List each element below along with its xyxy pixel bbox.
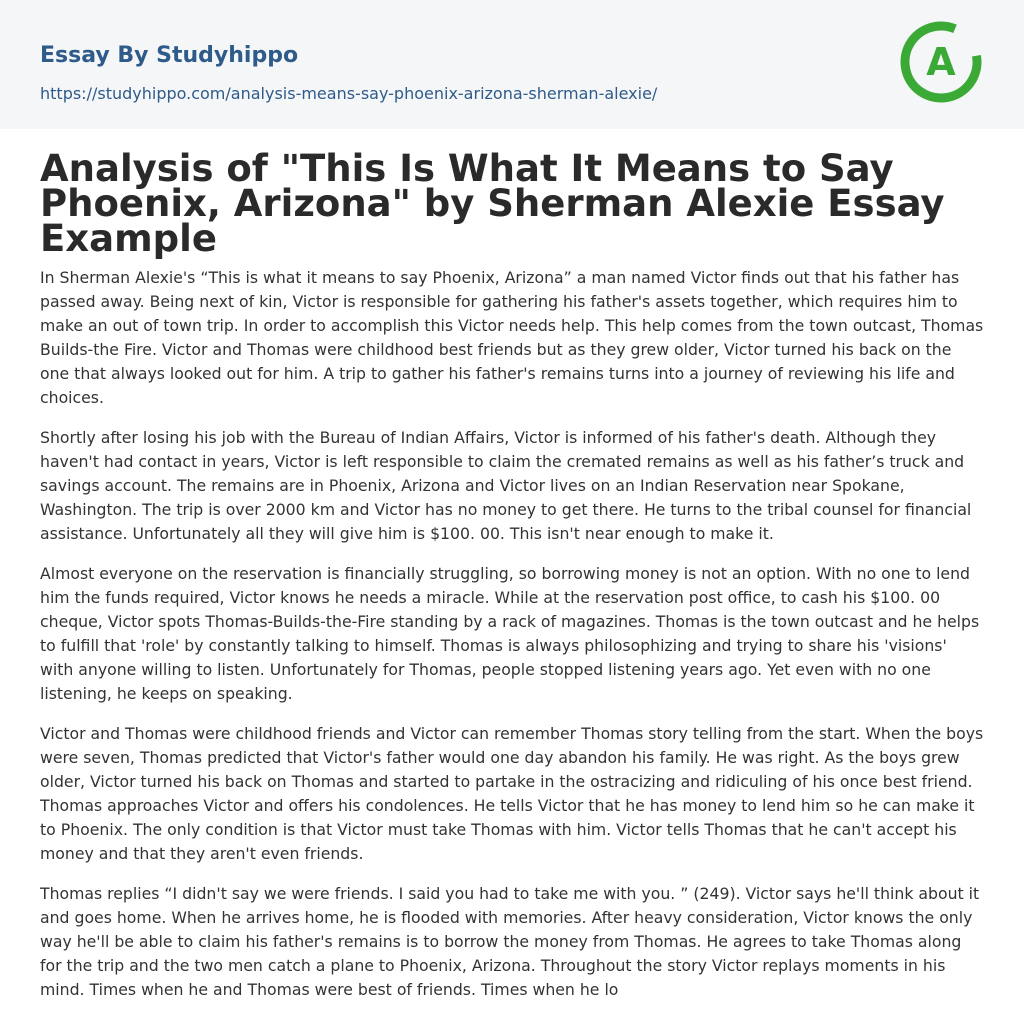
brand-title[interactable]: Essay By Studyhippo [40,43,299,68]
paragraph: Thomas replies “I didn't say we were friends. I said you had to take me with you. ” (249). Victor says he'll think about it and goes home. When he arrives home, he is flooded with memories. After heavy consideration, Victor knows the only way he'll be able to claim his father's remains is to borrow the money from Thomas. He agrees to take Thomas along for the trip and the two men catch a plane to Phoenix, Arizona. Throughout the story Victor replays moments in his mind. Times when he and Thomas were best of friends. Times when he lo [40,884,980,999]
paragraph: Victor and Thomas were childhood friends and Victor can remember Thomas story telling from the start. When the boys were seven, Thomas predicted that Victor's father would one day abandon his family. He was right. As the boys grew older, Victor turned his back on Thomas and started to partake in the ostracizing and ridiculing of his once best friend. Thomas approaches Victor and offers his condolences. He tells Victor that he has money to lend him so he can make it to Phoenix. The only condition is that Victor must take Thomas with him. Victor tells Thomas that he can't accept his money and that they aren't even friends. [40,724,984,863]
logo-letter: A [926,40,956,84]
paragraph: Shortly after losing his job with the Bureau of Indian Affairs, Victor is informed of his father's death. Although they haven't had contact in years, Victor is left responsible to claim the cremated remains as well as his father’s truck and savings account. The remains are in Phoenix, Arizona and Victor lives on an Indian Reservation near Spokane, Washington. The trip is over 2000 km and Victor has no money to get there. He turns to the tribal counsel for financial assistance. Unfortunately all they will give him is $100. 00. This isn't near enough to make it. [40,428,972,543]
site-header [0,0,1024,129]
page-title: Analysis of "This Is What It Means to Say Phoenix, Arizona" by Sherman Alexie Essay Example [40,147,945,260]
paragraph: Almost everyone on the reservation is financially struggling, so borrowing money is not an option. With no one to lend him the funds required, Victor knows he needs a miracle. While at the reservation post office, to cash his $100. 00 cheque, Victor spots Thomas-Builds-the-Fire standing by a rack of magazines. Thomas is the town outcast and he helps to fulfill that 'role' by constantly talking to himself. Thomas is always philosophizing and trying to share his 'visions' with anyone willing to listen. Unfortunately for Thomas, people stopped listening years ago. Yet even with no one listening, he keeps on speaking. [40,564,980,703]
studyhippo-logo-icon[interactable] [898,19,984,105]
paragraph: In Sherman Alexie's “This is what it means to say Phoenix, Arizona” a man named Victor finds out that his father has passed away. Being next of kin, Victor is responsible for gathering his father's assets together, which requires him to make an out of town trip. In order to accomplish this Victor needs help. This help comes from the town outcast, Thomas Builds-the Fire. Victor and Thomas were childhood best friends but as they grew older, Victor turned his back on the one that always looked out for him. A trip to gather his father's remains turns into a journey of reviewing his life and choices. [40,268,984,407]
article [0,147,1024,1002]
source-url-link[interactable]: https://studyhippo.com/analysis-means-say-phoenix-arizona-sherman-alexie/ [40,84,658,103]
